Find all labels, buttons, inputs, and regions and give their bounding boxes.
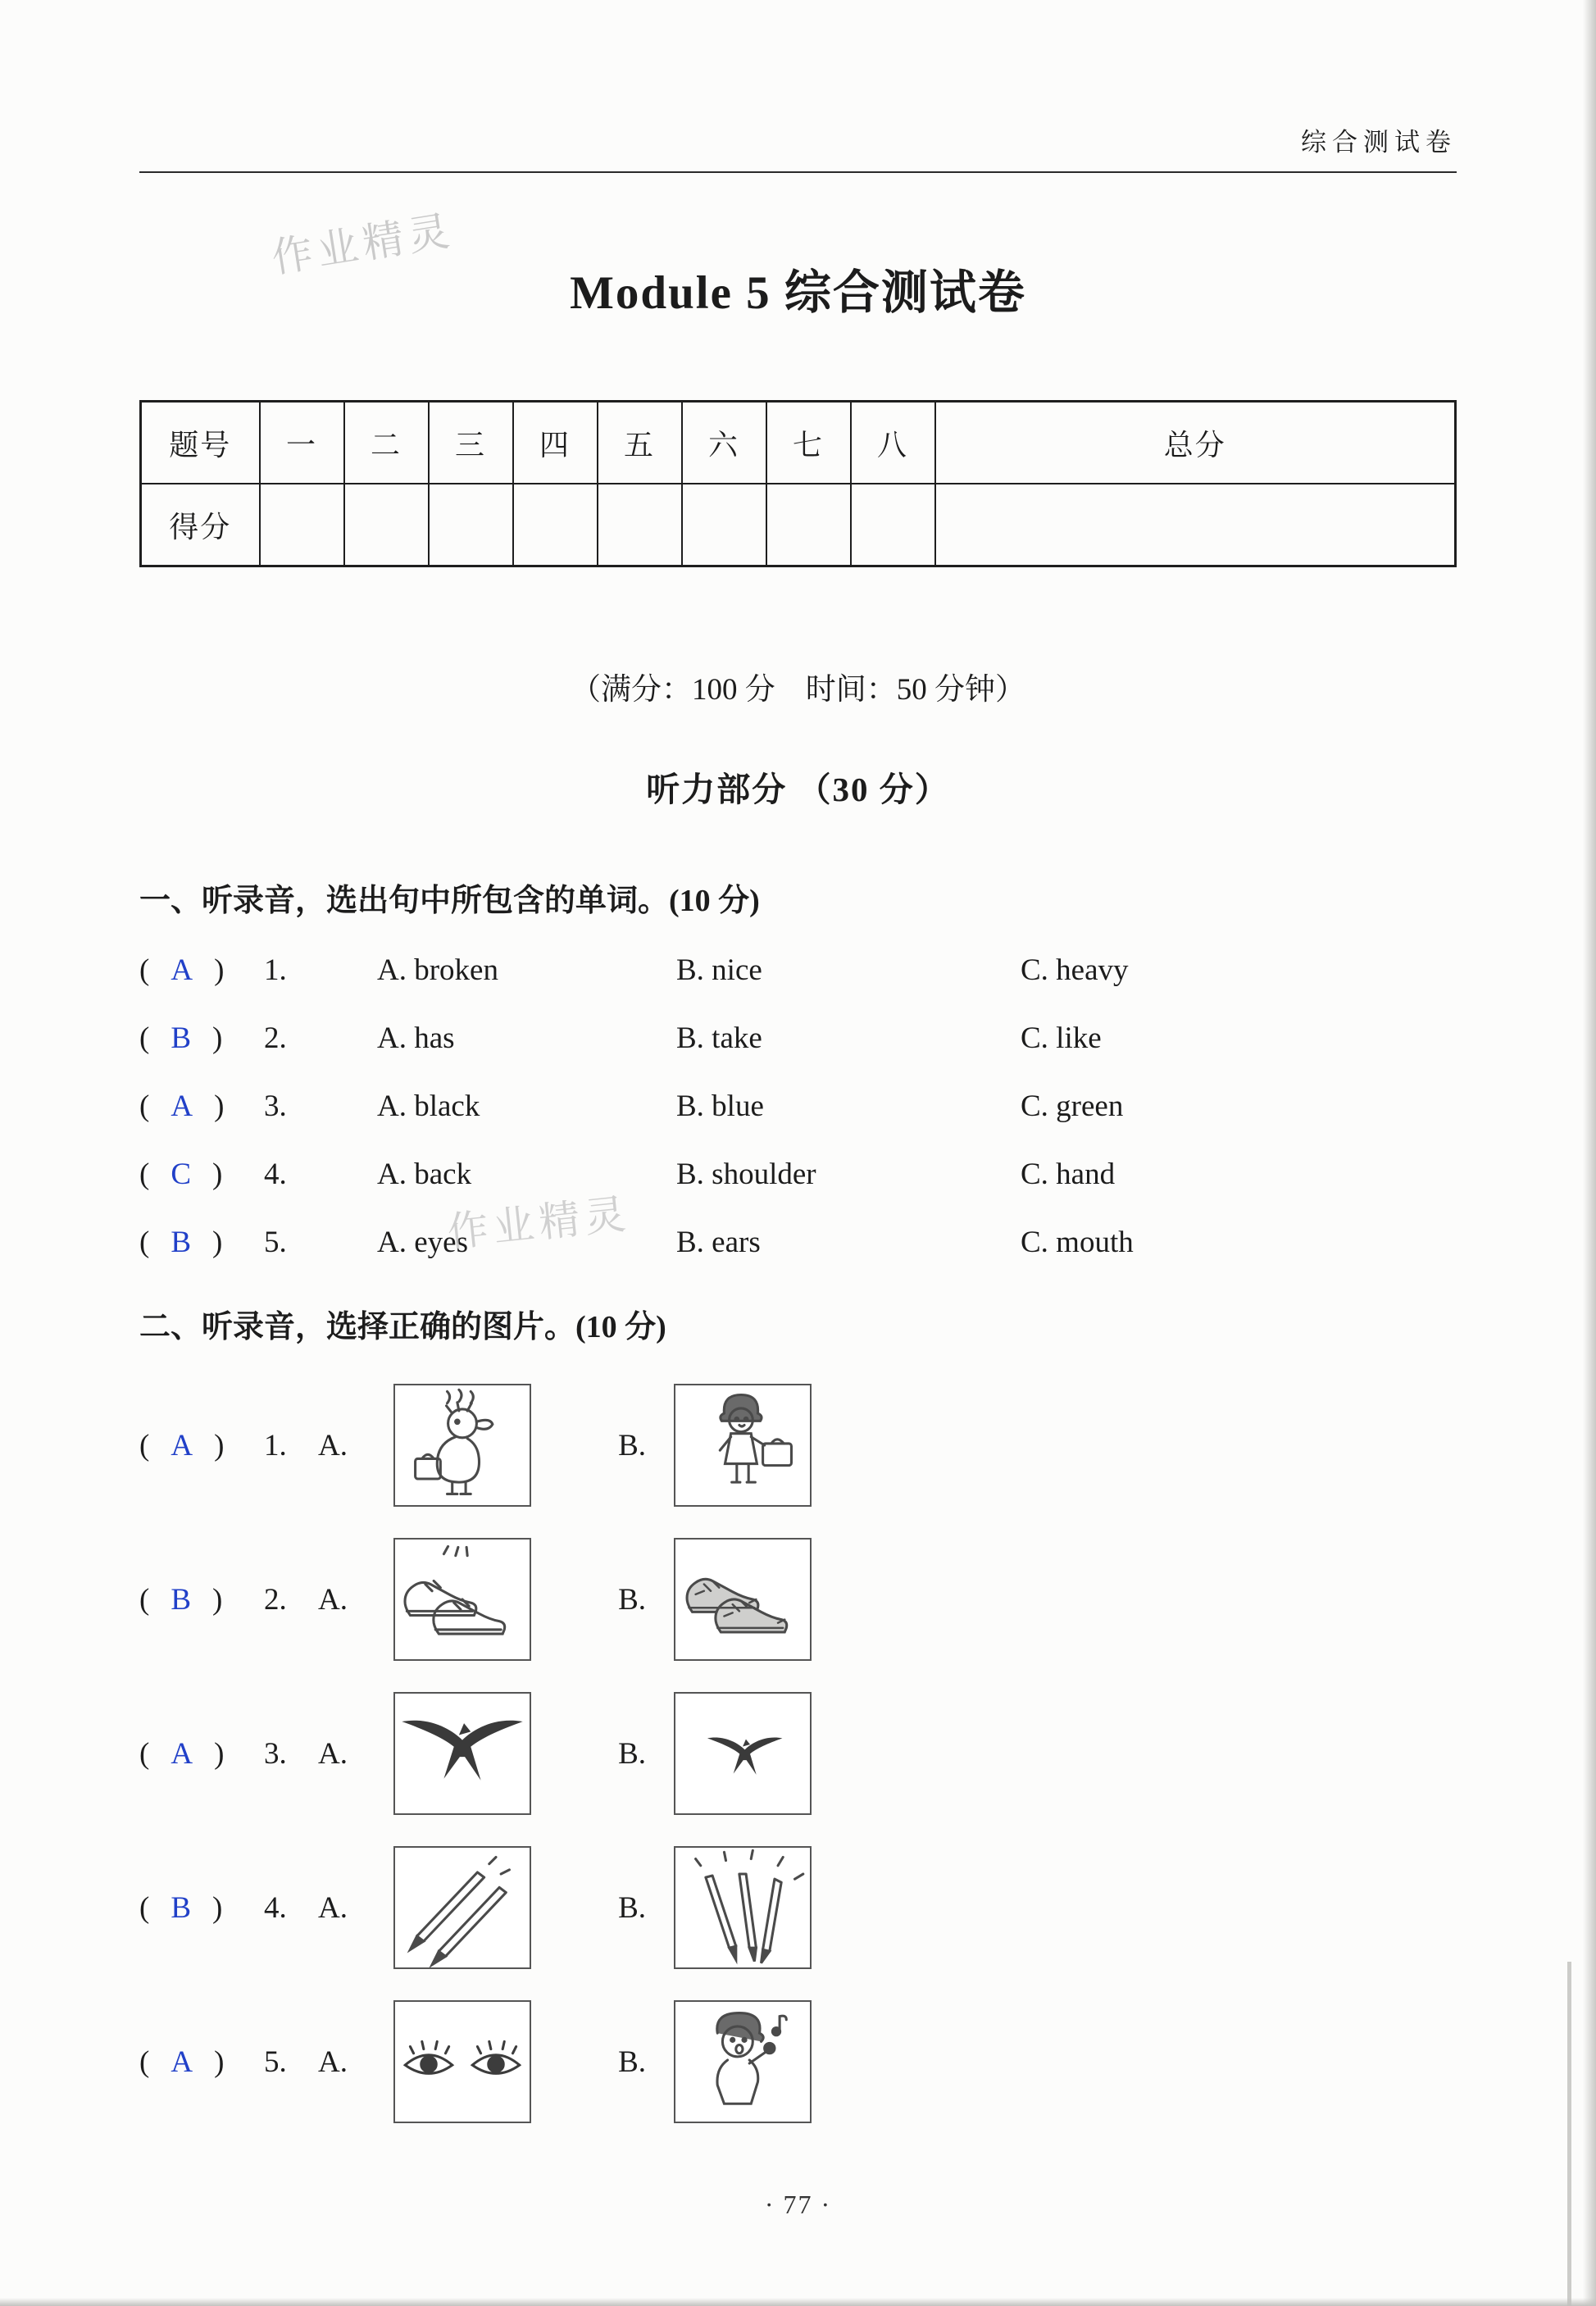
old-sneakers-image (675, 1540, 810, 1659)
answer-bracket (139, 1582, 264, 1617)
three-pens-image (675, 1848, 810, 1967)
option-a-image-box (393, 2000, 531, 2123)
section1-heading: 一、听录音，选出句中所包含的单词。(10 分) (139, 884, 760, 918)
picture-question-row (139, 1846, 1457, 1969)
score-table-cell: 六 (682, 402, 766, 484)
question-number: 3. (264, 1089, 287, 1123)
option-a-label: A. (318, 1736, 348, 1771)
question-number: 1. (264, 953, 287, 987)
answer-letter: B (171, 1226, 192, 1259)
answer-letter: A (171, 2044, 193, 2079)
answer-letter: B (171, 1021, 192, 1055)
option-b-image-box (674, 1384, 812, 1507)
score-table-score-row (141, 484, 1456, 566)
score-cell-empty (682, 484, 766, 566)
option-b: B. blue (676, 1089, 764, 1123)
option-a-image-box (393, 1538, 531, 1661)
paren-close: ) (212, 1582, 223, 1617)
paren-close: ) (214, 953, 225, 987)
girl-with-suitcase-image (675, 1385, 810, 1505)
option-a: A. eyes (377, 1226, 468, 1259)
option-b-label: B. (618, 2044, 646, 2079)
picture-question-row (139, 1692, 1457, 1815)
answer-bracket (139, 1157, 264, 1192)
paren-close: ) (214, 1089, 225, 1123)
answer-bracket (139, 953, 264, 988)
answer-bracket (139, 1890, 264, 1926)
score-table-cell: 得分 (141, 484, 260, 566)
option-a: A. broken (377, 953, 498, 987)
option-c: C. hand (1021, 1158, 1116, 1191)
paren-close: ) (212, 1890, 223, 1925)
question-number: 4. (264, 1890, 287, 1925)
question-number: 5. (264, 1226, 287, 1259)
answer-letter: B (171, 1890, 192, 1925)
answer-letter: C (171, 1158, 192, 1191)
flying-swallow-large-image (395, 1694, 530, 1813)
paren-open: ( (139, 1890, 150, 1925)
score-table-cell: 二 (344, 402, 429, 484)
option-b-label: B. (618, 1582, 646, 1617)
duck-with-schoolbag-image (395, 1385, 530, 1505)
score-cell-empty (598, 484, 682, 566)
option-b-image-box (674, 1538, 812, 1661)
page-title: Module 5 综合测试卷 (570, 267, 1026, 319)
singing-girl-image (675, 2002, 810, 2122)
header-rule (139, 171, 1457, 173)
score-table-cell: 四 (513, 402, 598, 484)
flying-swallow-small-image (675, 1694, 810, 1813)
score-table-cell: 一 (260, 402, 344, 484)
question-number: 2. (264, 1021, 287, 1055)
watermark: 作业精灵 (445, 1190, 633, 1256)
picture-question-row (139, 1538, 1457, 1661)
score-table-header-row (141, 402, 1456, 484)
answer-letter: A (171, 1089, 193, 1123)
question-row (139, 1157, 1457, 1192)
option-a-label: A. (318, 2044, 348, 2079)
score-cell-empty (766, 484, 851, 566)
option-b-label: B. (618, 1736, 646, 1771)
page-header-label: 综合测试卷 (1301, 128, 1457, 157)
paren-close: ) (212, 1226, 223, 1259)
paren-open: ( (139, 1158, 150, 1191)
paren-open: ( (139, 1021, 150, 1055)
score-cell-empty (429, 484, 513, 566)
question-row (139, 1089, 1457, 1124)
option-c: C. mouth (1021, 1226, 1134, 1259)
score-table-cell: 三 (429, 402, 513, 484)
scan-edge-right (1583, 0, 1596, 2306)
option-a-label: A. (318, 1890, 348, 1925)
answer-bracket (139, 1736, 264, 1772)
question-row (139, 953, 1457, 988)
score-table (139, 400, 1457, 567)
question-row (139, 1021, 1457, 1056)
score-table-cell: 总分 (935, 402, 1456, 484)
paren-open: ( (139, 1226, 150, 1259)
option-c: C. like (1021, 1021, 1102, 1055)
option-c: C. green (1021, 1089, 1124, 1123)
question-number: 4. (264, 1158, 287, 1191)
option-b: B. ears (676, 1226, 761, 1259)
score-table-cell: 五 (598, 402, 682, 484)
paren-close: ) (212, 1158, 223, 1191)
score-table-cell: 题号 (141, 402, 260, 484)
paren-open: ( (139, 1428, 150, 1462)
answer-bracket (139, 1021, 264, 1056)
score-cell-empty (513, 484, 598, 566)
option-a-image-box (393, 1846, 531, 1969)
option-c: C. heavy (1021, 953, 1129, 987)
answer-letter: A (171, 953, 193, 987)
option-b-label: B. (618, 1428, 646, 1462)
option-a: A. has (377, 1021, 455, 1055)
section2-heading: 二、听录音，选择正确的图片。(10 分) (139, 1310, 666, 1344)
new-sneakers-image (395, 1540, 530, 1659)
option-a-image-box (393, 1692, 531, 1815)
paren-close: ) (214, 2044, 225, 2079)
option-a-label: A. (318, 1428, 348, 1462)
question-number: 5. (264, 2044, 287, 2079)
answer-bracket (139, 1428, 264, 1463)
scan-edge-dark (1567, 1962, 1571, 2306)
score-cell-empty (851, 484, 935, 566)
score-table-cell: 八 (851, 402, 935, 484)
option-a: A. back (377, 1158, 472, 1191)
answer-letter: A (171, 1428, 193, 1462)
two-pens-image (395, 1848, 530, 1967)
question-number: 2. (264, 1582, 287, 1617)
scan-edge-bottom (0, 2298, 1596, 2306)
listening-section-title: 听力部分 （30 分） (646, 771, 950, 808)
exam-meta-line: （满分：100 分 时间：50 分钟） (571, 673, 1025, 707)
answer-letter: B (171, 1582, 192, 1617)
option-a: A. black (377, 1089, 480, 1123)
score-cell-empty (260, 484, 344, 566)
paren-open: ( (139, 1736, 150, 1771)
watermark: 作业精灵 (268, 207, 457, 282)
option-a-image-box (393, 1384, 531, 1507)
score-cell-empty (935, 484, 1456, 566)
answer-bracket (139, 2044, 264, 2080)
picture-question-row (139, 2000, 1457, 2123)
question-row (139, 1225, 1457, 1260)
paren-open: ( (139, 1089, 150, 1123)
answer-bracket (139, 1225, 264, 1260)
paren-close: ) (212, 1021, 223, 1055)
paren-close: ) (214, 1736, 225, 1771)
score-table-cell: 七 (766, 402, 851, 484)
option-b: B. shoulder (676, 1158, 816, 1191)
question-number: 1. (264, 1428, 287, 1462)
option-b-image-box (674, 1846, 812, 1969)
paren-close: ) (214, 1428, 225, 1462)
page-number: · 77 · (764, 2190, 832, 2219)
option-a-label: A. (318, 1582, 348, 1617)
paren-open: ( (139, 1582, 150, 1617)
paren-open: ( (139, 2044, 150, 2079)
paren-open: ( (139, 953, 150, 987)
option-b-image-box (674, 1692, 812, 1815)
answer-letter: A (171, 1736, 193, 1771)
score-cell-empty (344, 484, 429, 566)
option-b-image-box (674, 2000, 812, 2123)
option-b-label: B. (618, 1890, 646, 1925)
picture-question-row (139, 1384, 1457, 1507)
option-b: B. take (676, 1021, 762, 1055)
question-number: 3. (264, 1736, 287, 1771)
answer-bracket (139, 1089, 264, 1124)
pair-of-eyes-image (395, 2002, 530, 2122)
option-b: B. nice (676, 953, 762, 987)
